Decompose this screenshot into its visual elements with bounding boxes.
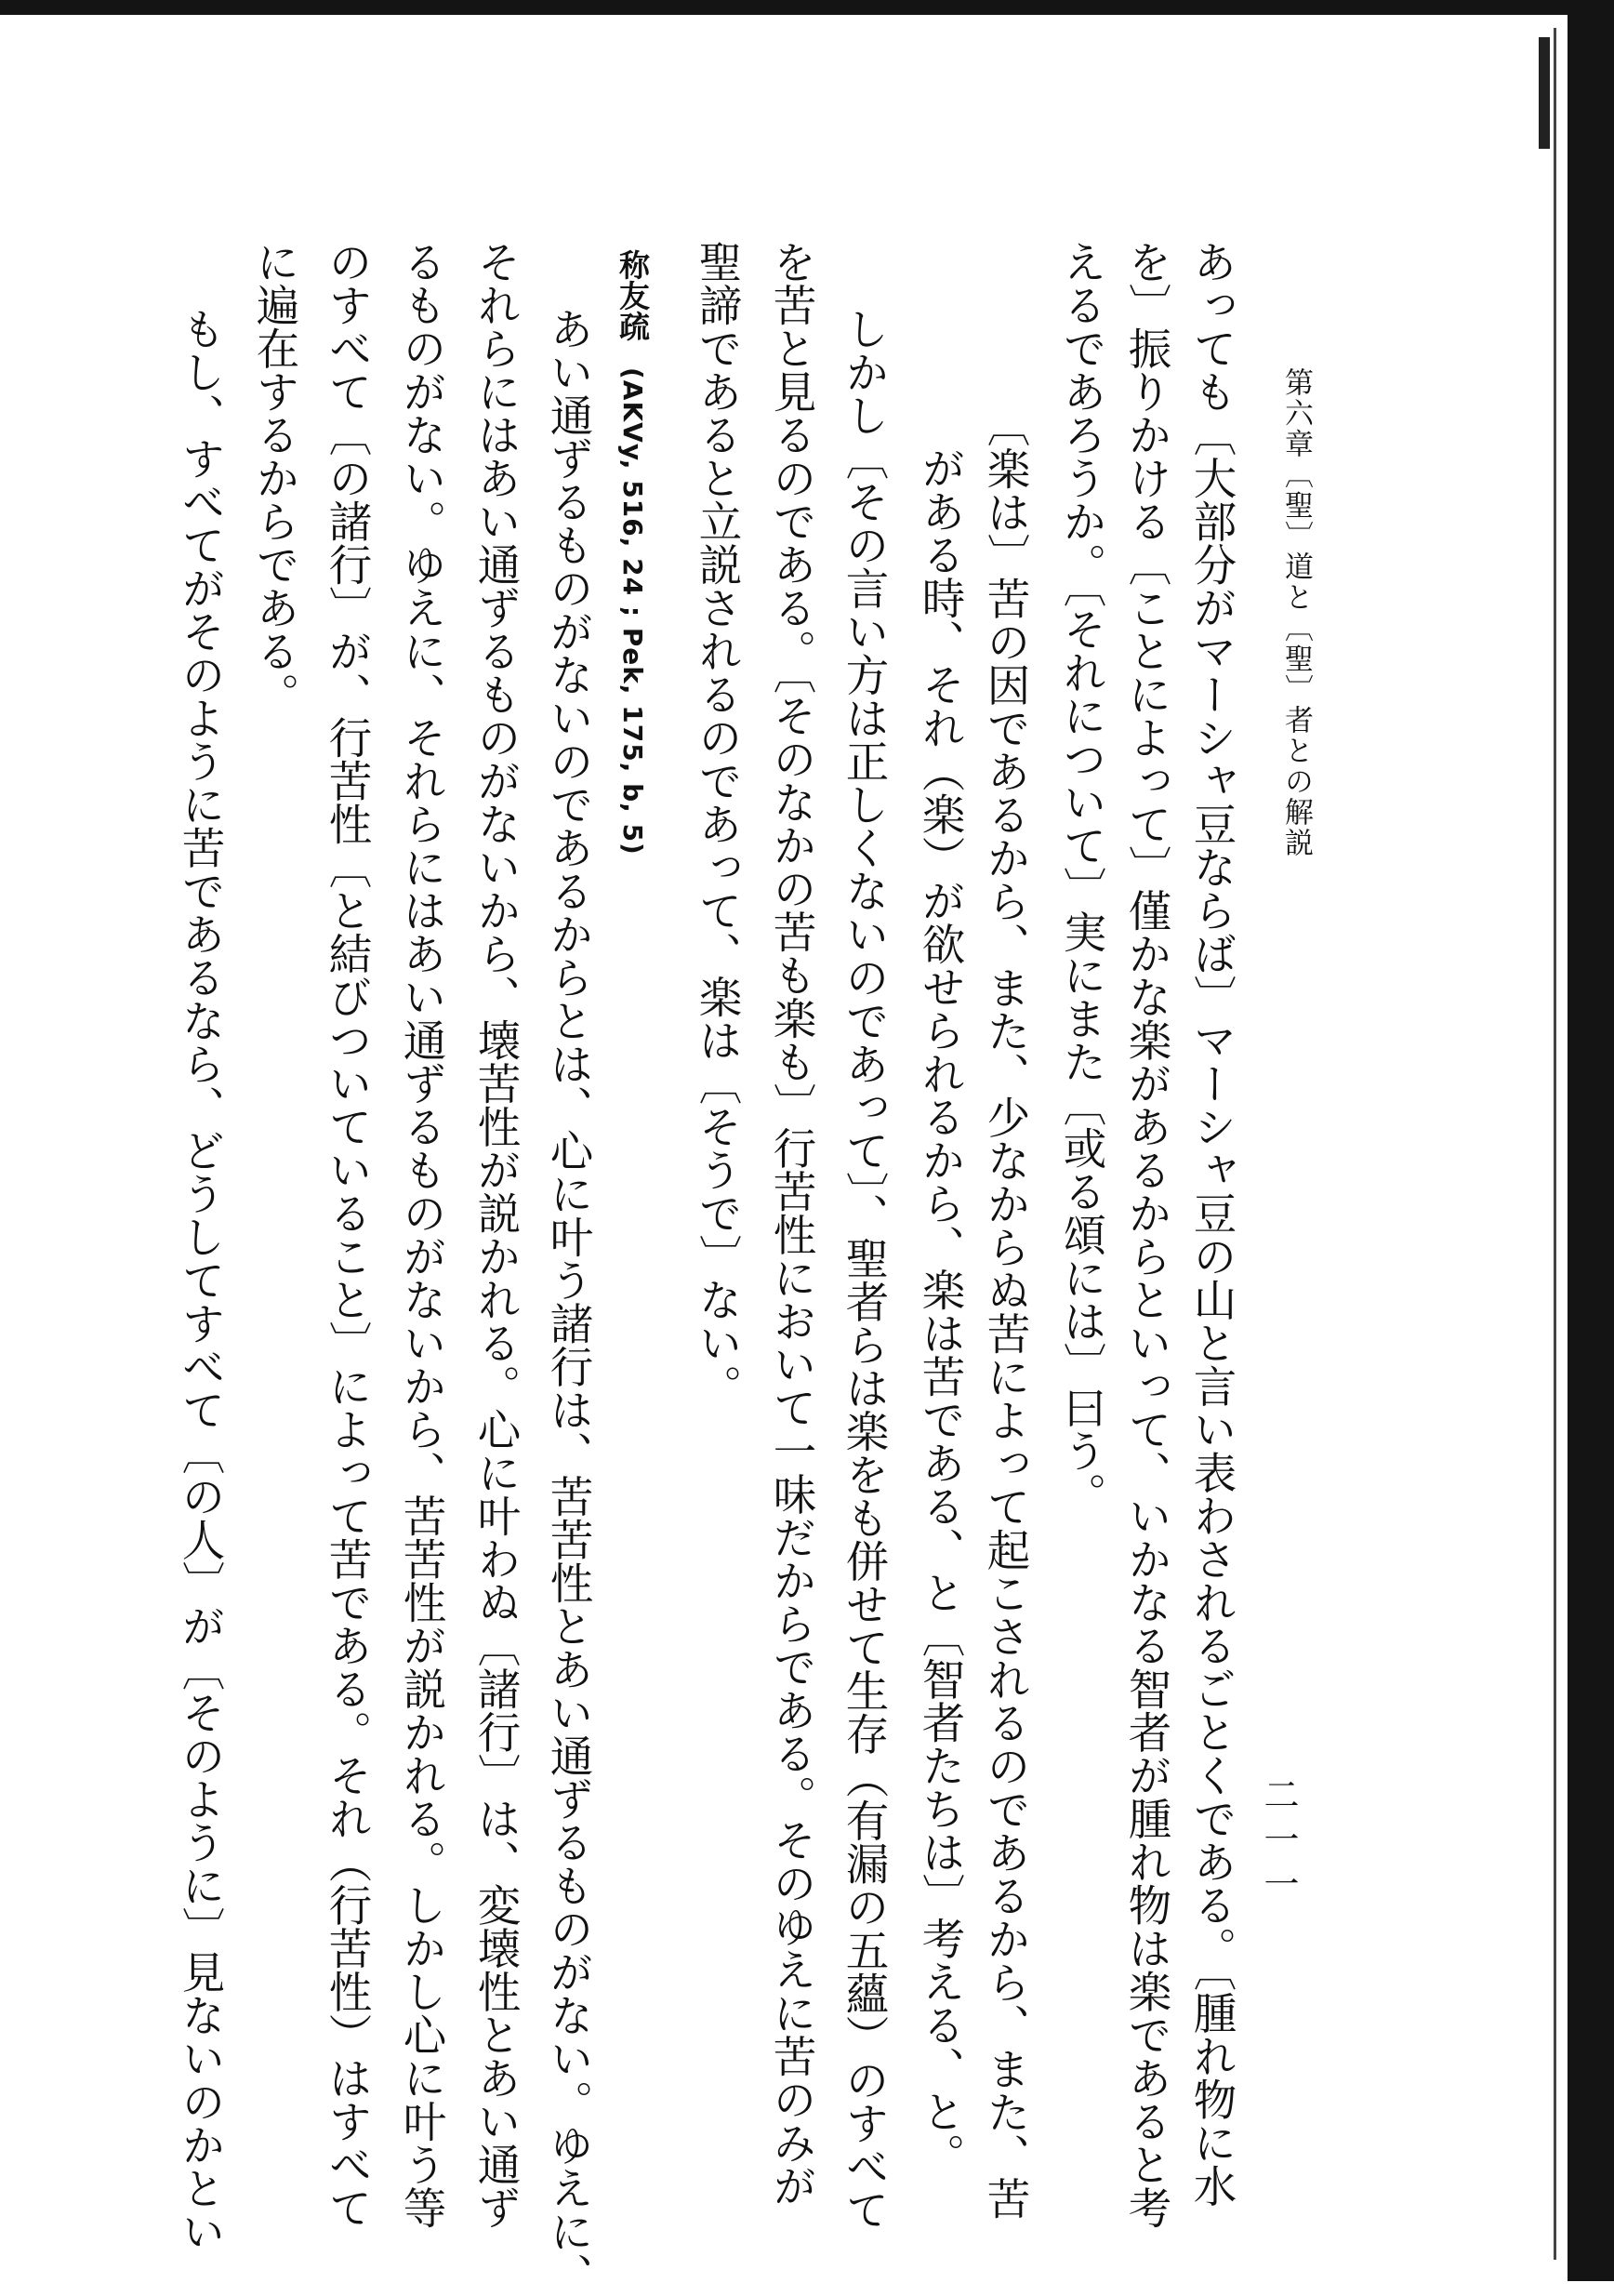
text-line-6: しかし〔その言い方は正しくないのであって〕、聖者らは楽をも併せて生存（有漏の五蘊）のすべて	[839, 307, 890, 2232]
running-head: 第六章〔聖〕道と〔聖〕者との解説	[1279, 367, 1313, 858]
text-line-2: を〕振りかける〔ことによって〕僅かな楽があるからといって、いかなる智者が腫れ物は楽であると考	[1121, 240, 1172, 2229]
source-heading	[615, 249, 651, 856]
text-line-1: あっても〔大部分がマーシャ豆ならば〕マーシャ豆の山と言い表わされるごとくである。〔腫れ物に水	[1186, 240, 1237, 2208]
text-line-9: あい通ずるものがないのであるからとは、心に叶う諸行は、苦苦性とあい通ずるものがない。ゆえに、	[543, 307, 594, 2296]
text-line-11: るものがない。ゆえに、それらにはあい通ずるものがないから、苦苦性が説かれる。しかし心に叶う等	[396, 240, 447, 2229]
text-line-3: えるであろうか。〔それについて〕実にまた〔或る頌には〕曰う。	[1056, 240, 1107, 1516]
scan-edge-mark	[1539, 37, 1550, 149]
text-line-12: のすべて〔の諸行〕が、行苦性〔と結びついていること〕によって苦である。それ（行苦性）はすべて	[322, 240, 373, 2229]
scan-page-edge	[1554, 28, 1556, 2260]
page-number: 二一一	[1258, 1776, 1299, 1910]
text-line-7: を苦と見るのである。〔そのなかの苦も楽も〕行苦性において一味だからである。そのゆえに苦のみが	[766, 240, 817, 2208]
text-line-4: 〔楽は〕苦の因であるから、また、少なからぬ苦によって起こされるのであるから、また、苦	[980, 404, 1031, 2220]
text-line-14: もし、すべてがそのように苦であるなら、どうしてすべて〔の人〕が〔そのように〕見ないのかとい	[175, 307, 226, 2253]
source-reference: (AKVy, 516, 24 ; Pek, 175, b, 5)	[617, 367, 648, 856]
text-line-13: に遍在するからである。	[249, 240, 300, 716]
text-line-10: それらにはあい通ずるものがないから、壊苦性が説かれる。心に叶わぬ〔諸行〕は、変壊性とあい通ず	[470, 240, 522, 2229]
text-line-8: 聖諦であると立説されるのであって、楽は〔そうで〕ない。	[692, 240, 743, 1408]
scan-border-top	[0, 0, 1614, 15]
source-title: 称友疏	[615, 249, 651, 341]
text-line-5: がある時、それ（楽）が欲せられるから、楽は苦である、と〔智者たちは〕考える、と。	[915, 446, 966, 2176]
scan-border-right	[1568, 0, 1614, 2281]
